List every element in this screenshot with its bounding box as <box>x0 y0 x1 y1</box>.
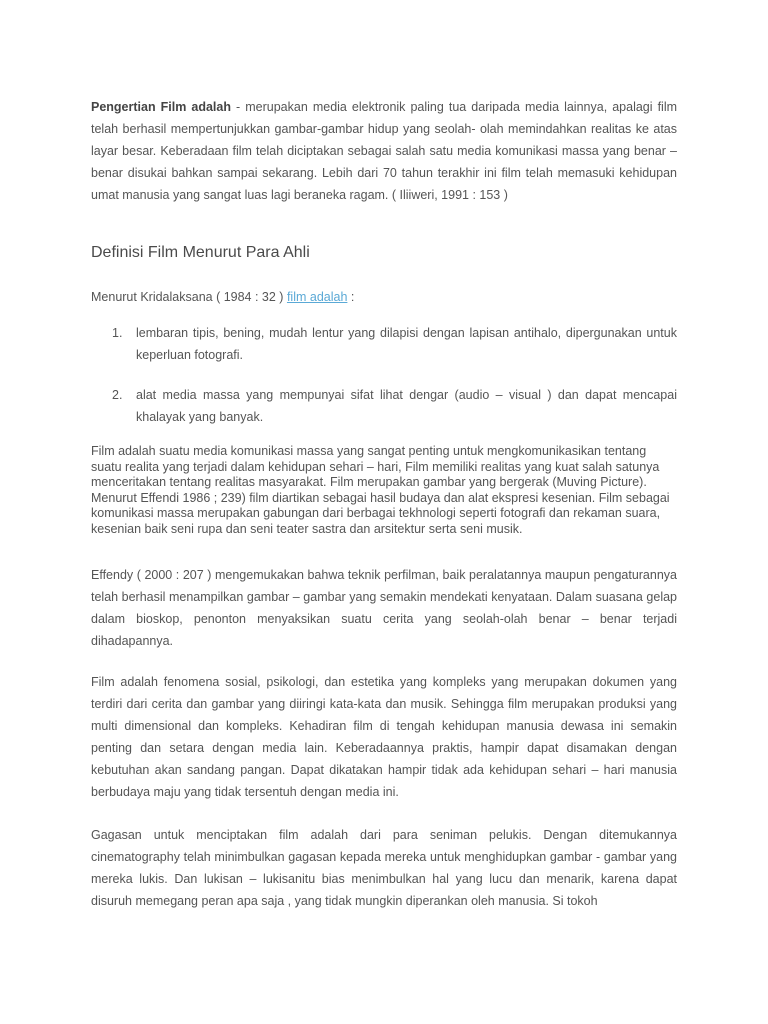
menurut-suffix: : <box>347 290 355 304</box>
definition-list <box>91 322 677 446</box>
list-item <box>91 384 677 428</box>
intro-paragraph <box>91 96 677 206</box>
list-item <box>91 322 677 366</box>
fenomena-paragraph: Film adalah fenomena sosial, psikologi, dan estetika yang kompleks yang merupakan dokumen yang terdiri dari cerita dan gambar yang diiringi kata-kata dan musik. Sehingga film merupakan produksi yang multi dimensional dan kompleks. Kehadiran film di tengah kehidupan manusia dewasa ini semakin penting dan setara dengan media lain. Keberadaannya praktis, hampir dapat disamakan dengan kebutuhan akan sandang pangan. Dapat dikatakan hampir tidak ada kehidupan sehari – hari manusia berbudaya maju yang tidak tersentuh dengan media ini. <box>91 675 677 799</box>
gagasan-paragraph: Gagasan untuk menciptakan film adalah dari para seniman pelukis. Dengan ditemukannya cinematography telah minimbulkan gagasan kepada mereka untuk menghidupkan gambar - gambar yang mereka lukis. Dan lukisan – lukisanitu bias menimbulkan hal yang lucu dan menarik, karena dapat disuruh memegang peran apa saja , yang tidak mungkin diperankan oleh manusia. Si tokoh <box>91 828 677 908</box>
menurut-line <box>91 286 677 308</box>
menurut-prefix: Menurut Kridalaksana ( 1984 : 32 ) <box>91 290 287 304</box>
section-heading: Definisi Film Menurut Para Ahli <box>91 244 310 261</box>
list-item-text: lembaran tipis, bening, mudah lentur yang dilapisi dengan lapisan antihalo, dipergunakan untuk keperluan fotografi. <box>136 326 677 362</box>
list-item-number: 1. <box>112 326 123 340</box>
list-item-text: alat media massa yang mempunyai sifat lihat dengar (audio – visual ) dan dapat mencapai khalayak yang banyak. <box>136 388 677 424</box>
film-adalah-paragraph: Film adalah suatu media komunikasi massa yang sangat penting untuk mengkomunikasikan tentang suatu realita yang terjadi dalam kehidupan sehari – hari, Film memiliki realitas yang kuat salah satunya menceritakan tentang realitas masyarakat. Film merupakan gambar yang bergerak (Muving Picture). Menurut Effendi 1986 ; 239) film diartikan sebagai hasil budaya dan alat ekspresi kesenian. Film sebagai komunikasi massa merupakan gabungan dari berbagai tekhnologi seperti fotografi dan rekaman suara, kesenian baik seni rupa dan seni teater sastra dan arsitektur serta seni musik. <box>91 444 670 536</box>
intro-text: - merupakan media elektronik paling tua daripada media lainnya, apalagi film telah berhasil mempertunjukkan gambar-gambar hidup yang seolah- olah memindahkan realitas ke atas layar besar. Keberadaan film telah diciptakan sebagai salah satu media komunikasi massa yang benar – benar disukai bahkan sampai sekarang. Lebih dari 70 tahun terakhir ini film telah memasuki kehidupan umat manusia yang sangat luas lagi beraneka ragam. ( Iliiweri, 1991 : 153 ) <box>91 100 678 202</box>
film-adalah-link[interactable]: film adalah <box>286 290 348 304</box>
intro-bold-term: Pengertian Film adalah <box>91 100 231 114</box>
effendy-paragraph: Effendy ( 2000 : 207 ) mengemukakan bahwa teknik perfilman, baik peralatannya maupun pengaturannya telah berhasil menampilkan gambar – gambar yang semakin mendekati kenyataan. Dalam suasana gelap dalam bioskop, penonton menyaksikan suatu cerita yang seolah-olah benar – benar terjadi dihadapannya. <box>91 568 677 648</box>
list-item-number: 2. <box>112 388 123 402</box>
